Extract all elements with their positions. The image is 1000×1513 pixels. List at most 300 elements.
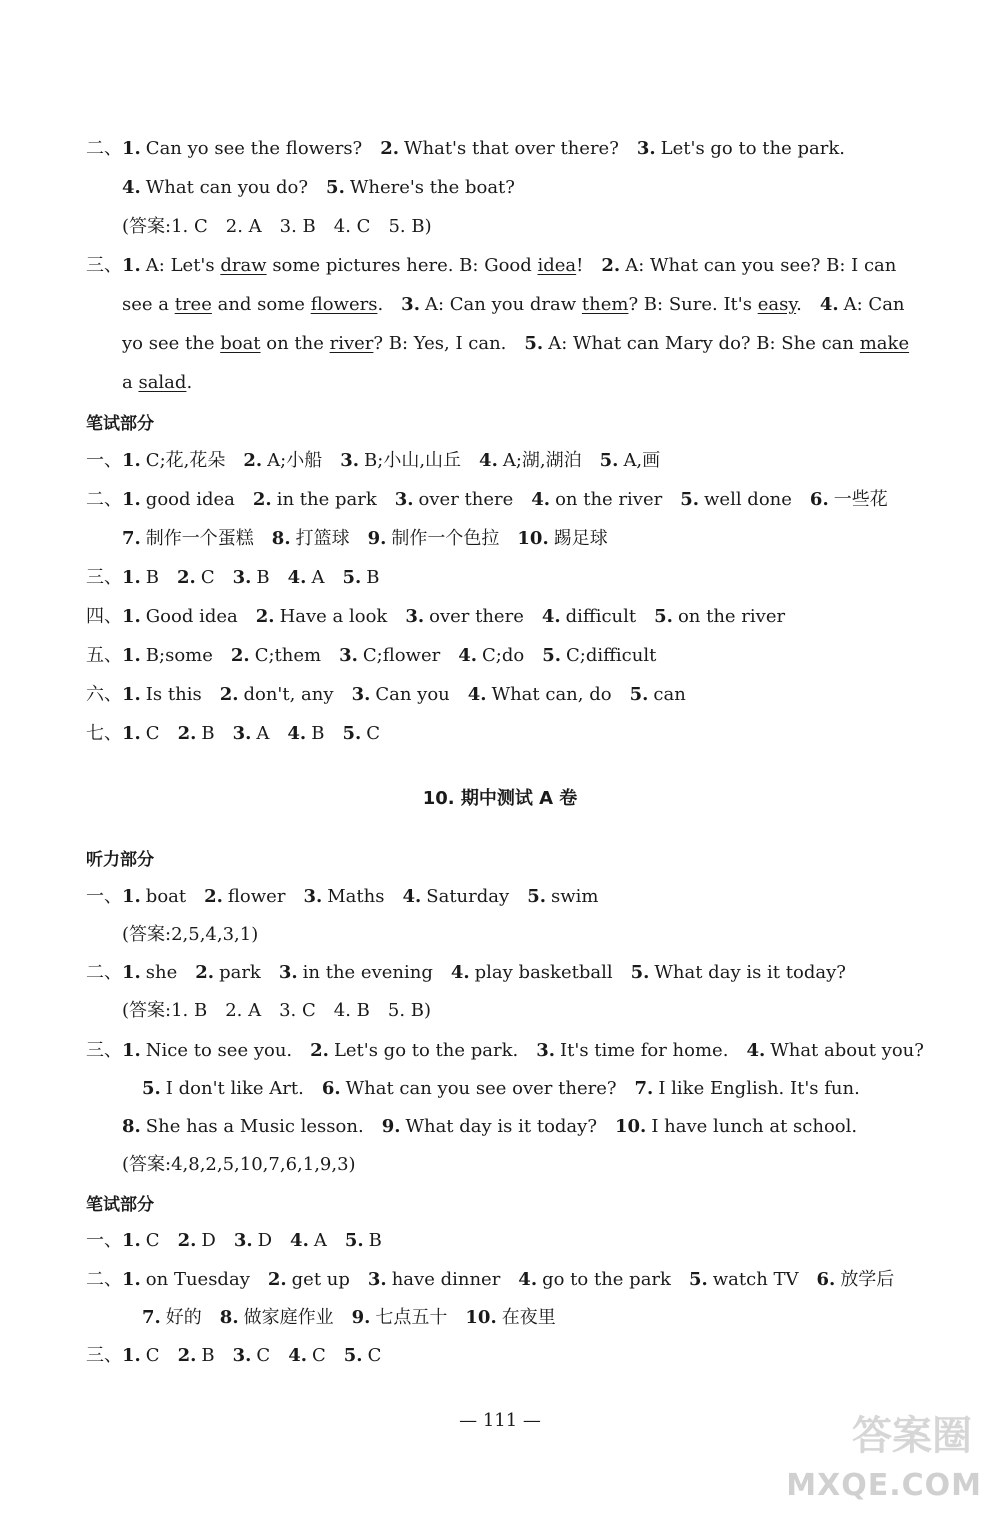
item-number: 1. bbox=[122, 723, 141, 744]
answer-line bbox=[122, 922, 258, 948]
underlined-answer: make bbox=[859, 333, 910, 354]
item-number: 4. bbox=[479, 450, 498, 471]
answer-item bbox=[122, 1114, 364, 1140]
item-number: 8. bbox=[219, 1307, 239, 1328]
item-number: 1. bbox=[122, 255, 141, 276]
answer-item bbox=[799, 1267, 895, 1293]
answer-line bbox=[86, 1267, 894, 1293]
question-group-number: 六、 bbox=[86, 684, 122, 705]
item-text: on the bbox=[260, 333, 330, 354]
answer-item bbox=[384, 884, 509, 910]
item-number: 3. bbox=[232, 723, 252, 744]
item-text: What can you see over there? bbox=[345, 1078, 617, 1099]
item-text: boat bbox=[145, 886, 187, 907]
answer-item bbox=[250, 1267, 350, 1293]
item-text: A;湖,湖泊 bbox=[502, 450, 582, 471]
item-text: What can you do? bbox=[145, 177, 309, 198]
answer-line bbox=[86, 682, 686, 708]
item-text: see a bbox=[122, 294, 175, 315]
item-text: Have a look bbox=[279, 606, 388, 627]
answer-item bbox=[612, 682, 686, 708]
item-number: 9. bbox=[381, 1116, 401, 1137]
item-text: She has a Music lesson. bbox=[145, 1116, 364, 1137]
item-text: over there bbox=[429, 606, 524, 627]
answer-item bbox=[122, 253, 583, 279]
underlined-answer: them bbox=[581, 294, 629, 315]
answer-item bbox=[324, 565, 379, 591]
item-number: 2. bbox=[230, 645, 250, 666]
answer-item bbox=[499, 526, 607, 552]
item-text: I like English. It's fun. bbox=[658, 1078, 860, 1099]
item-number: 8. bbox=[271, 528, 291, 549]
item-text: B bbox=[366, 567, 380, 588]
answer-item bbox=[524, 604, 636, 630]
answer-item bbox=[433, 960, 613, 986]
item-number: 3. bbox=[394, 489, 414, 510]
item-number: 10. bbox=[465, 1307, 497, 1328]
answer-item bbox=[524, 643, 656, 669]
item-text: . bbox=[377, 294, 384, 315]
answer-item bbox=[377, 487, 514, 513]
answer-item bbox=[235, 487, 377, 513]
item-text: get up bbox=[291, 1269, 350, 1290]
answer-item bbox=[122, 448, 225, 474]
item-text: flower bbox=[227, 886, 286, 907]
item-text: It's time for home. bbox=[560, 1040, 729, 1061]
answer-line bbox=[86, 1228, 382, 1254]
question-group-number: 二、 bbox=[86, 962, 122, 983]
item-text: What day is it today? bbox=[654, 962, 846, 983]
item-number: 1. bbox=[122, 489, 141, 510]
item-number: 6. bbox=[809, 489, 829, 510]
item-text: . bbox=[186, 372, 193, 393]
item-number: 5. bbox=[344, 1230, 364, 1251]
item-number: 7. bbox=[122, 528, 141, 549]
item-number: 1. bbox=[122, 138, 141, 159]
underlined-answer: draw bbox=[220, 255, 267, 276]
answer-item bbox=[122, 370, 192, 396]
item-number: 10. bbox=[614, 1116, 647, 1137]
item-text: B bbox=[201, 723, 215, 744]
item-text: C;do bbox=[482, 645, 525, 666]
item-text: A bbox=[311, 567, 325, 588]
answer-item bbox=[304, 1076, 617, 1102]
answer-key-text: (答案:2,5,4,3,1) bbox=[122, 924, 259, 945]
item-text: go to the park bbox=[542, 1269, 671, 1290]
item-number: 5. bbox=[688, 1269, 708, 1290]
item-text: A,画 bbox=[623, 450, 661, 471]
underlined-answer: tree bbox=[174, 294, 212, 315]
item-text: B;小山,山丘 bbox=[364, 450, 462, 471]
item-number: 1. bbox=[122, 962, 141, 983]
item-text: C;difficult bbox=[566, 645, 657, 666]
item-number: 3. bbox=[351, 684, 371, 705]
item-text: Can yo see the flowers? bbox=[145, 138, 363, 159]
item-number: 4. bbox=[122, 177, 141, 198]
item-text: over there bbox=[418, 489, 514, 510]
question-group-number: 一、 bbox=[86, 886, 122, 907]
item-number: 4. bbox=[819, 294, 839, 315]
item-number: 2. bbox=[310, 1040, 329, 1061]
item-text: D bbox=[257, 1230, 273, 1251]
item-number: 3. bbox=[278, 962, 298, 983]
item-number: 5. bbox=[542, 645, 562, 666]
item-number: 1. bbox=[122, 1269, 141, 1290]
item-number: 2. bbox=[601, 255, 621, 276]
item-text: C;flower bbox=[362, 645, 441, 666]
item-text: I have lunch at school. bbox=[651, 1116, 858, 1137]
answer-item bbox=[213, 643, 321, 669]
answer-item bbox=[215, 1343, 271, 1369]
item-number: 1. bbox=[122, 450, 141, 471]
answer-line bbox=[86, 448, 660, 474]
item-text: C bbox=[200, 567, 215, 588]
answer-line bbox=[122, 214, 432, 240]
answer-line bbox=[86, 487, 888, 513]
item-number: 2. bbox=[219, 684, 239, 705]
item-text: a bbox=[122, 372, 139, 393]
item-text: What day is it today? bbox=[405, 1116, 597, 1137]
answer-item bbox=[122, 643, 213, 669]
item-text: 好的 bbox=[165, 1307, 202, 1328]
item-text: Maths bbox=[327, 886, 385, 907]
item-number: 3. bbox=[232, 567, 252, 588]
answer-item bbox=[387, 604, 524, 630]
answer-line bbox=[122, 1152, 356, 1178]
answer-item bbox=[662, 487, 792, 513]
answer-item bbox=[617, 1076, 860, 1102]
item-number: 1. bbox=[122, 606, 141, 627]
item-number: 6. bbox=[816, 1269, 836, 1290]
item-text: A: Let's bbox=[145, 255, 221, 276]
answer-item bbox=[122, 292, 383, 318]
item-number: 2. bbox=[177, 1230, 197, 1251]
item-number: 4. bbox=[450, 962, 470, 983]
item-number: 1. bbox=[122, 645, 141, 666]
item-text: watch TV bbox=[712, 1269, 799, 1290]
item-number: 4. bbox=[458, 645, 478, 666]
answer-item bbox=[215, 565, 270, 591]
item-number: 3. bbox=[405, 606, 425, 627]
answer-item bbox=[122, 136, 362, 162]
question-group-number: 七、 bbox=[86, 723, 122, 744]
answer-item bbox=[636, 604, 785, 630]
item-text: B bbox=[145, 567, 160, 588]
item-number: 2. bbox=[380, 138, 399, 159]
item-text: B bbox=[201, 1345, 215, 1366]
item-number: 4. bbox=[290, 1230, 309, 1251]
answer-item bbox=[321, 643, 440, 669]
section-heading: 听力部分 bbox=[86, 850, 154, 870]
answer-key-text: (答案:1. C 2. A 3. B 4. C 5. B) bbox=[122, 216, 432, 237]
answer-item bbox=[142, 1076, 304, 1102]
item-text: ? B: Sure. It's bbox=[628, 294, 758, 315]
item-text: What can, do bbox=[491, 684, 612, 705]
item-text: A: What can Mary do? B: She can bbox=[548, 333, 860, 354]
item-number: 2. bbox=[204, 886, 223, 907]
item-text: A: Can bbox=[843, 294, 905, 315]
answer-line bbox=[122, 175, 515, 201]
item-number: 3. bbox=[340, 450, 360, 471]
answer-item bbox=[364, 1114, 597, 1140]
answer-item bbox=[327, 1228, 382, 1254]
answer-item bbox=[159, 565, 215, 591]
item-text: Nice to see you. bbox=[145, 1040, 293, 1061]
answer-line bbox=[122, 370, 192, 396]
answer-item bbox=[160, 721, 215, 747]
answer-line bbox=[122, 292, 905, 318]
question-group-number: 四、 bbox=[86, 606, 122, 627]
answer-item bbox=[122, 721, 160, 747]
answer-line bbox=[122, 331, 909, 357]
answer-item bbox=[122, 487, 235, 513]
item-text: difficult bbox=[565, 606, 637, 627]
answer-item bbox=[450, 682, 612, 708]
item-number: 4. bbox=[288, 1345, 307, 1366]
item-text: 做家庭作业 bbox=[243, 1307, 334, 1328]
answer-item bbox=[122, 682, 202, 708]
answer-item bbox=[362, 136, 619, 162]
item-number: 5. bbox=[342, 567, 362, 588]
question-group-number: 三、 bbox=[86, 1040, 122, 1061]
item-text: What's that over there? bbox=[404, 138, 619, 159]
item-text: C bbox=[145, 723, 160, 744]
underlined-answer: boat bbox=[220, 333, 261, 354]
answer-line bbox=[142, 1076, 860, 1102]
underlined-answer: salad bbox=[138, 372, 187, 393]
item-text: on the river bbox=[555, 489, 663, 510]
item-number: 9. bbox=[367, 528, 387, 549]
item-text: in the park bbox=[276, 489, 377, 510]
test-title: 10. 期中测试 A 卷 bbox=[422, 788, 578, 809]
item-number: 5. bbox=[142, 1078, 161, 1099]
answer-item bbox=[326, 1343, 382, 1369]
answer-item bbox=[122, 604, 238, 630]
answer-item bbox=[500, 1267, 671, 1293]
item-text: A: Can you draw bbox=[424, 294, 582, 315]
question-group-number: 三、 bbox=[86, 1345, 122, 1366]
answer-item bbox=[447, 1305, 555, 1331]
watermark-cn-text: 答案圈 bbox=[852, 1413, 972, 1459]
answer-item bbox=[583, 253, 896, 279]
answer-key-text: (答案:4,8,2,5,10,7,6,1,9,3) bbox=[122, 1154, 356, 1175]
item-number: 2. bbox=[243, 450, 263, 471]
answer-item bbox=[142, 1305, 202, 1331]
answer-item bbox=[261, 960, 433, 986]
item-text: on the river bbox=[677, 606, 786, 627]
item-text: Saturday bbox=[426, 886, 510, 907]
item-text: good idea bbox=[145, 489, 235, 510]
item-text: I don't like Art. bbox=[165, 1078, 304, 1099]
answer-item bbox=[202, 682, 334, 708]
answer-item bbox=[334, 1305, 448, 1331]
question-group-number: 一、 bbox=[86, 450, 122, 471]
item-text: A: What can you see? B: I can bbox=[625, 255, 897, 276]
item-text: Where's the boat? bbox=[349, 177, 515, 198]
answer-item bbox=[186, 884, 285, 910]
question-group-number: 二、 bbox=[86, 489, 122, 510]
item-number: 4. bbox=[287, 567, 307, 588]
item-number: 2. bbox=[267, 1269, 287, 1290]
item-text: Is this bbox=[145, 684, 202, 705]
page-number: — 111 — bbox=[459, 1410, 541, 1431]
underlined-answer: flowers bbox=[310, 294, 378, 315]
underlined-answer: idea bbox=[537, 255, 577, 276]
answer-item bbox=[792, 487, 888, 513]
item-text: Let's go to the park. bbox=[660, 138, 845, 159]
item-text: have dinner bbox=[391, 1269, 501, 1290]
item-number: 5. bbox=[524, 333, 544, 354]
answer-item bbox=[160, 1343, 215, 1369]
answer-line bbox=[86, 721, 380, 747]
item-text: some pictures here. B: Good bbox=[266, 255, 538, 276]
answer-item bbox=[122, 1228, 160, 1254]
item-text: don't, any bbox=[243, 684, 334, 705]
item-number: 2. bbox=[177, 1345, 197, 1366]
watermark-logo bbox=[782, 1393, 982, 1503]
item-text: B bbox=[311, 723, 325, 744]
item-number: 4. bbox=[287, 723, 307, 744]
question-group-number: 一、 bbox=[86, 1230, 122, 1251]
item-text: 踢足球 bbox=[553, 528, 608, 549]
item-number: 3. bbox=[401, 294, 420, 315]
answer-item bbox=[292, 1038, 518, 1064]
answer-item bbox=[238, 604, 388, 630]
item-number: 9. bbox=[351, 1307, 371, 1328]
item-text: ! bbox=[576, 255, 584, 276]
answer-item bbox=[122, 565, 159, 591]
answer-item bbox=[334, 682, 450, 708]
item-number: 5. bbox=[326, 177, 345, 198]
answer-item bbox=[728, 1038, 923, 1064]
answer-item bbox=[122, 884, 186, 910]
answer-item bbox=[308, 175, 515, 201]
answer-item bbox=[270, 565, 325, 591]
answer-item bbox=[461, 448, 582, 474]
question-group-number: 三、 bbox=[86, 255, 122, 276]
item-text: C;花,花朵 bbox=[145, 450, 226, 471]
answer-line bbox=[86, 1038, 924, 1064]
item-number: 5. bbox=[342, 723, 362, 744]
answer-item bbox=[272, 1228, 327, 1254]
answer-item bbox=[518, 1038, 728, 1064]
answer-item bbox=[122, 1267, 250, 1293]
answer-item bbox=[122, 175, 308, 201]
item-number: 2. bbox=[177, 723, 197, 744]
item-text: B bbox=[256, 567, 270, 588]
item-number: 5. bbox=[680, 489, 700, 510]
item-text: A;小船 bbox=[267, 450, 323, 471]
answer-item bbox=[513, 487, 662, 513]
item-number: 1. bbox=[122, 684, 141, 705]
answer-item bbox=[225, 448, 322, 474]
item-text: C bbox=[145, 1345, 160, 1366]
answer-key-text: (答案:1. B 2. A 3. C 4. B 5. B) bbox=[122, 1000, 432, 1021]
item-number: 5. bbox=[654, 606, 673, 627]
item-text: C bbox=[145, 1230, 160, 1251]
answer-item bbox=[270, 1343, 326, 1369]
item-number: 2. bbox=[177, 567, 196, 588]
item-text: 制作一个蛋糕 bbox=[145, 528, 254, 549]
answer-line bbox=[86, 884, 598, 910]
item-text: well done bbox=[704, 489, 792, 510]
item-number: 4. bbox=[746, 1040, 766, 1061]
answer-item bbox=[582, 448, 661, 474]
item-text: swim bbox=[550, 886, 599, 907]
item-text: B bbox=[368, 1230, 382, 1251]
answer-item bbox=[269, 721, 324, 747]
answer-line bbox=[86, 604, 785, 630]
item-number: 5. bbox=[630, 962, 650, 983]
item-number: 1. bbox=[122, 1230, 141, 1251]
item-number: 3. bbox=[232, 1345, 252, 1366]
answer-item bbox=[613, 960, 846, 986]
answer-item bbox=[254, 526, 350, 552]
item-number: 7. bbox=[142, 1307, 161, 1328]
answer-item bbox=[216, 1228, 272, 1254]
item-text: Good idea bbox=[145, 606, 238, 627]
item-number: 3. bbox=[636, 138, 656, 159]
item-number: 7. bbox=[634, 1078, 654, 1099]
answer-item bbox=[285, 884, 384, 910]
item-text: 放学后 bbox=[840, 1269, 895, 1290]
item-number: 4. bbox=[518, 1269, 538, 1290]
item-number: 6. bbox=[321, 1078, 341, 1099]
item-text: C bbox=[311, 1345, 326, 1366]
answer-item bbox=[509, 884, 598, 910]
answer-line bbox=[86, 960, 846, 986]
item-text: play basketball bbox=[474, 962, 613, 983]
item-number: 4. bbox=[531, 489, 551, 510]
item-text: C bbox=[256, 1345, 271, 1366]
item-text: yo see the bbox=[122, 333, 221, 354]
item-text: 一些花 bbox=[833, 489, 888, 510]
answer-line bbox=[86, 253, 896, 279]
item-text: ? B: Yes, I can. bbox=[373, 333, 507, 354]
item-text: on Tuesday bbox=[145, 1269, 250, 1290]
underlined-answer: easy bbox=[757, 294, 797, 315]
answer-line bbox=[122, 998, 431, 1024]
item-number: 4. bbox=[467, 684, 487, 705]
item-number: 4. bbox=[541, 606, 561, 627]
answer-item bbox=[122, 1343, 160, 1369]
answer-item bbox=[322, 448, 461, 474]
item-text: . bbox=[796, 294, 802, 315]
question-group-number: 二、 bbox=[86, 138, 122, 159]
watermark-url-text: MXQE.COM bbox=[786, 1468, 982, 1503]
item-number: 1. bbox=[122, 1040, 141, 1061]
answer-line bbox=[86, 643, 656, 669]
item-number: 5. bbox=[527, 886, 546, 907]
item-text: C;them bbox=[254, 645, 322, 666]
item-text: 七点五十 bbox=[375, 1307, 448, 1328]
answer-line bbox=[142, 1305, 556, 1331]
question-group-number: 二、 bbox=[86, 1269, 122, 1290]
answer-item bbox=[350, 526, 500, 552]
item-text: in the evening bbox=[302, 962, 433, 983]
item-text: Let's go to the park. bbox=[333, 1040, 519, 1061]
item-text: C bbox=[367, 1345, 382, 1366]
item-number: 1. bbox=[122, 1345, 141, 1366]
item-number: 3. bbox=[233, 1230, 253, 1251]
answer-item bbox=[350, 1267, 500, 1293]
underlined-answer: river bbox=[329, 333, 374, 354]
item-text: D bbox=[201, 1230, 216, 1251]
item-text: What about you? bbox=[770, 1040, 924, 1061]
section-heading: 笔试部分 bbox=[86, 414, 154, 434]
item-number: 3. bbox=[536, 1040, 556, 1061]
item-text: can bbox=[653, 684, 686, 705]
